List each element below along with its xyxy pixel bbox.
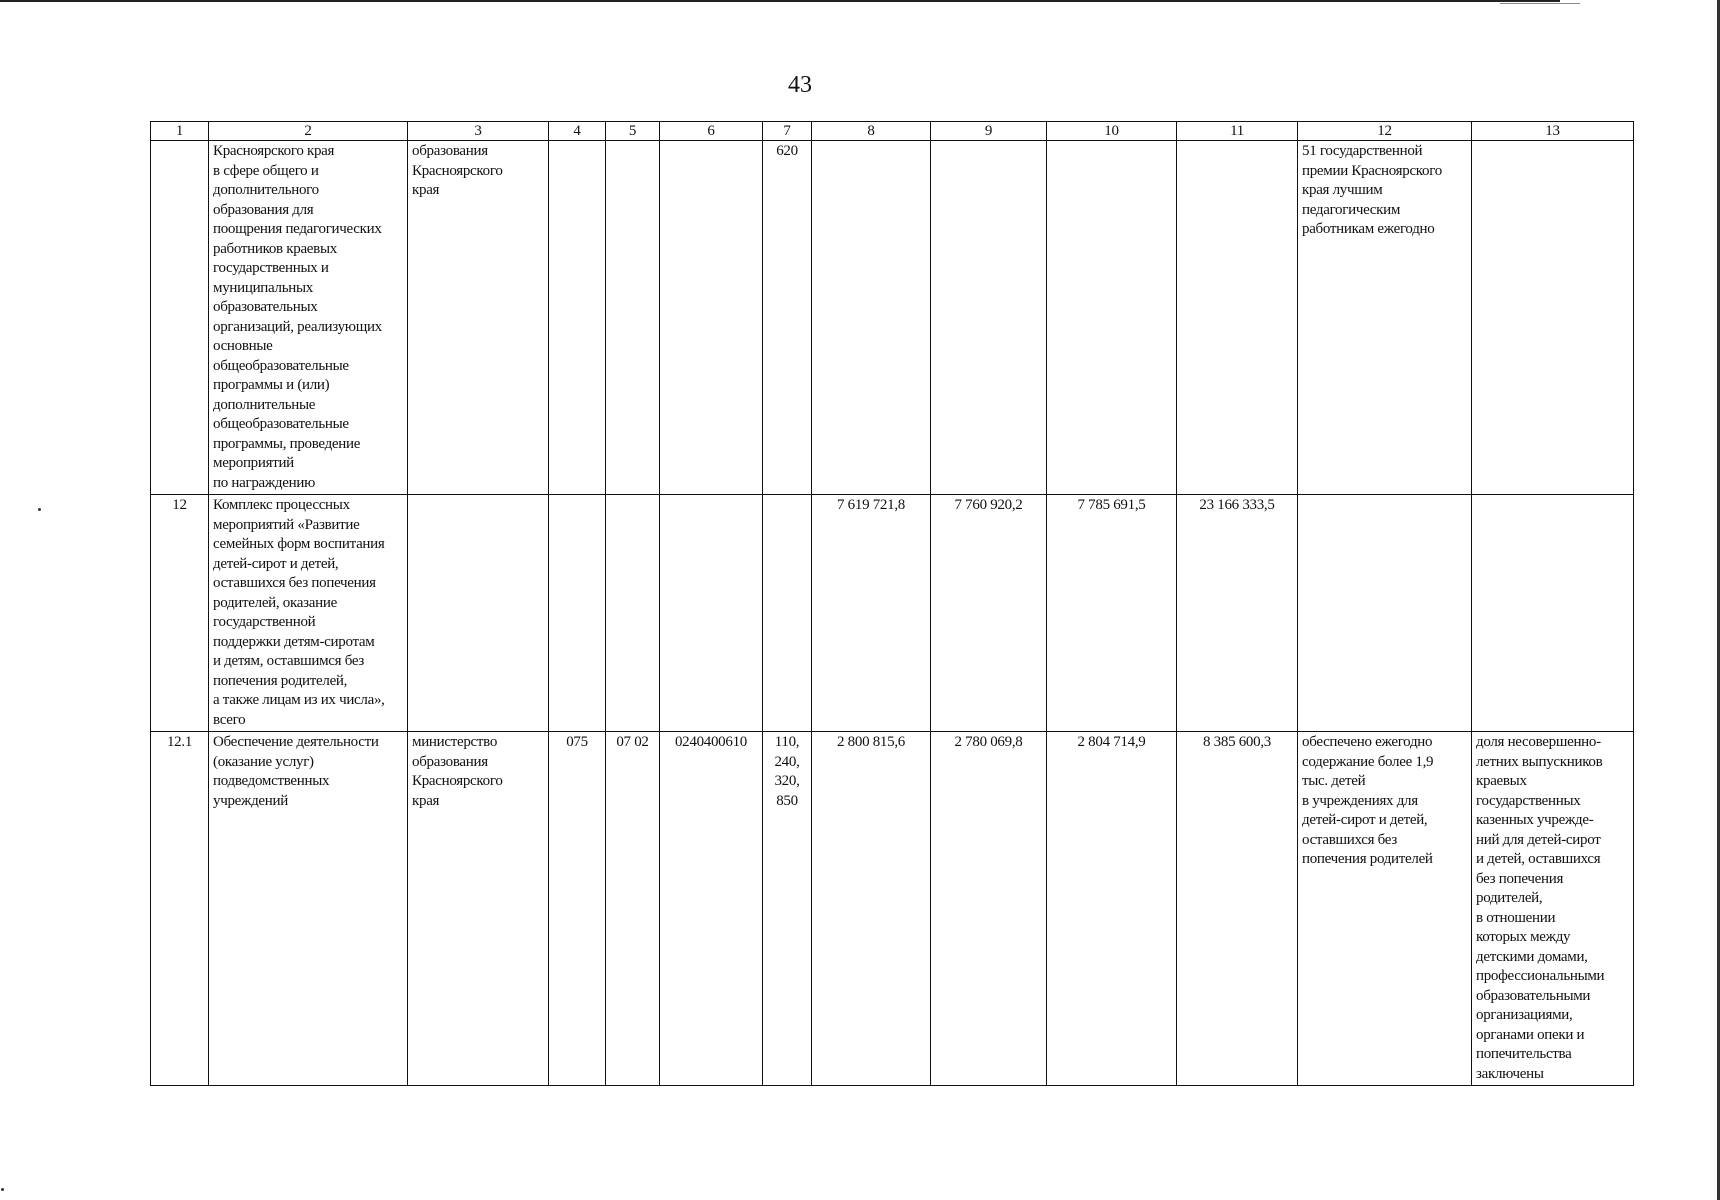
scan-edge-top <box>0 0 1560 2</box>
column-number: 3 <box>408 122 549 141</box>
year-1-amount: 7 619 721,8 <box>812 495 931 732</box>
vr-code <box>763 495 812 732</box>
column-number: 12 <box>1298 122 1472 141</box>
rzpr-code <box>606 141 660 495</box>
column-number: 6 <box>660 122 763 141</box>
year-3-amount: 2 804 714,9 <box>1047 732 1177 1086</box>
measure-name: Комплекс процессных мероприятий «Развитие семейных форм воспитания детей-сирот и детей, оставшихся без попечения родителей, оказание государственной поддержки детям-сиротам и детям, оставшимся без попечения родителей, а также лицам из их числа», всего <box>209 495 408 732</box>
scan-edge-top-mark <box>1500 3 1580 4</box>
scan-speck <box>1 1188 4 1191</box>
indicator: доля несовершенно- летних выпускников краевых государственных казенных учрежде- ний для детей-сирот и детей, оставшихся без попечения родителей, в отношении которых между детскими домами, профессиональными образовательными организациями, органами опеки и попечительства заключены <box>1472 732 1634 1086</box>
expected-result: 51 государственной премии Красноярского края лучшим педагогическим работникам ежегодно <box>1298 141 1472 495</box>
row-number: 12.1 <box>151 732 209 1086</box>
year-2-amount: 2 780 069,8 <box>931 732 1047 1086</box>
table-row <box>151 495 1634 732</box>
rzpr-code <box>606 495 660 732</box>
grbs-code <box>549 141 606 495</box>
program-table <box>150 121 1634 1086</box>
column-number-row <box>151 122 1634 141</box>
column-number: 11 <box>1177 122 1298 141</box>
year-1-amount: 2 800 815,6 <box>812 732 931 1086</box>
table-row <box>151 141 1634 495</box>
year-2-amount <box>931 141 1047 495</box>
column-number: 9 <box>931 122 1047 141</box>
csr-code <box>660 141 763 495</box>
grbs-code <box>549 495 606 732</box>
executor <box>408 495 549 732</box>
executor: министерство образования Красноярского края <box>408 732 549 1086</box>
column-number: 10 <box>1047 122 1177 141</box>
indicator <box>1472 495 1634 732</box>
row-number <box>151 141 209 495</box>
expected-result: обеспечено ежегодно содержание более 1,9 тыс. детей в учреждениях для детей-сирот и детей, оставшихся без попечения родителей <box>1298 732 1472 1086</box>
column-number: 5 <box>606 122 660 141</box>
column-number: 8 <box>812 122 931 141</box>
grbs-code: 075 <box>549 732 606 1086</box>
column-number: 7 <box>763 122 812 141</box>
column-number: 2 <box>209 122 408 141</box>
year-2-amount: 7 760 920,2 <box>931 495 1047 732</box>
column-number: 4 <box>549 122 606 141</box>
page-number: 43 <box>788 72 812 98</box>
executor: образования Красноярского края <box>408 141 549 495</box>
indicator <box>1472 141 1634 495</box>
total-amount <box>1177 141 1298 495</box>
table-row <box>151 732 1634 1086</box>
rzpr-code: 07 02 <box>606 732 660 1086</box>
csr-code: 0240400610 <box>660 732 763 1086</box>
year-3-amount: 7 785 691,5 <box>1047 495 1177 732</box>
column-number: 1 <box>151 122 209 141</box>
total-amount: 23 166 333,5 <box>1177 495 1298 732</box>
vr-code: 110, 240, 320, 850 <box>763 732 812 1086</box>
column-number: 13 <box>1472 122 1634 141</box>
year-3-amount <box>1047 141 1177 495</box>
csr-code <box>660 495 763 732</box>
measure-name: Красноярского края в сфере общего и дополнительного образования для поощрения педагогических работников краевых государственных и муниципальных образовательных организаций, реализующих основные общеобразовательные программы и (или) дополнительные общеобразовательные программы, проведение мероприятий по награждению <box>209 141 408 495</box>
scan-speck <box>38 508 41 511</box>
measure-name: Обеспечение деятельности (оказание услуг) подведомственных учреждений <box>209 732 408 1086</box>
expected-result <box>1298 495 1472 732</box>
vr-code: 620 <box>763 141 812 495</box>
row-number: 12 <box>151 495 209 732</box>
year-1-amount <box>812 141 931 495</box>
total-amount: 8 385 600,3 <box>1177 732 1298 1086</box>
